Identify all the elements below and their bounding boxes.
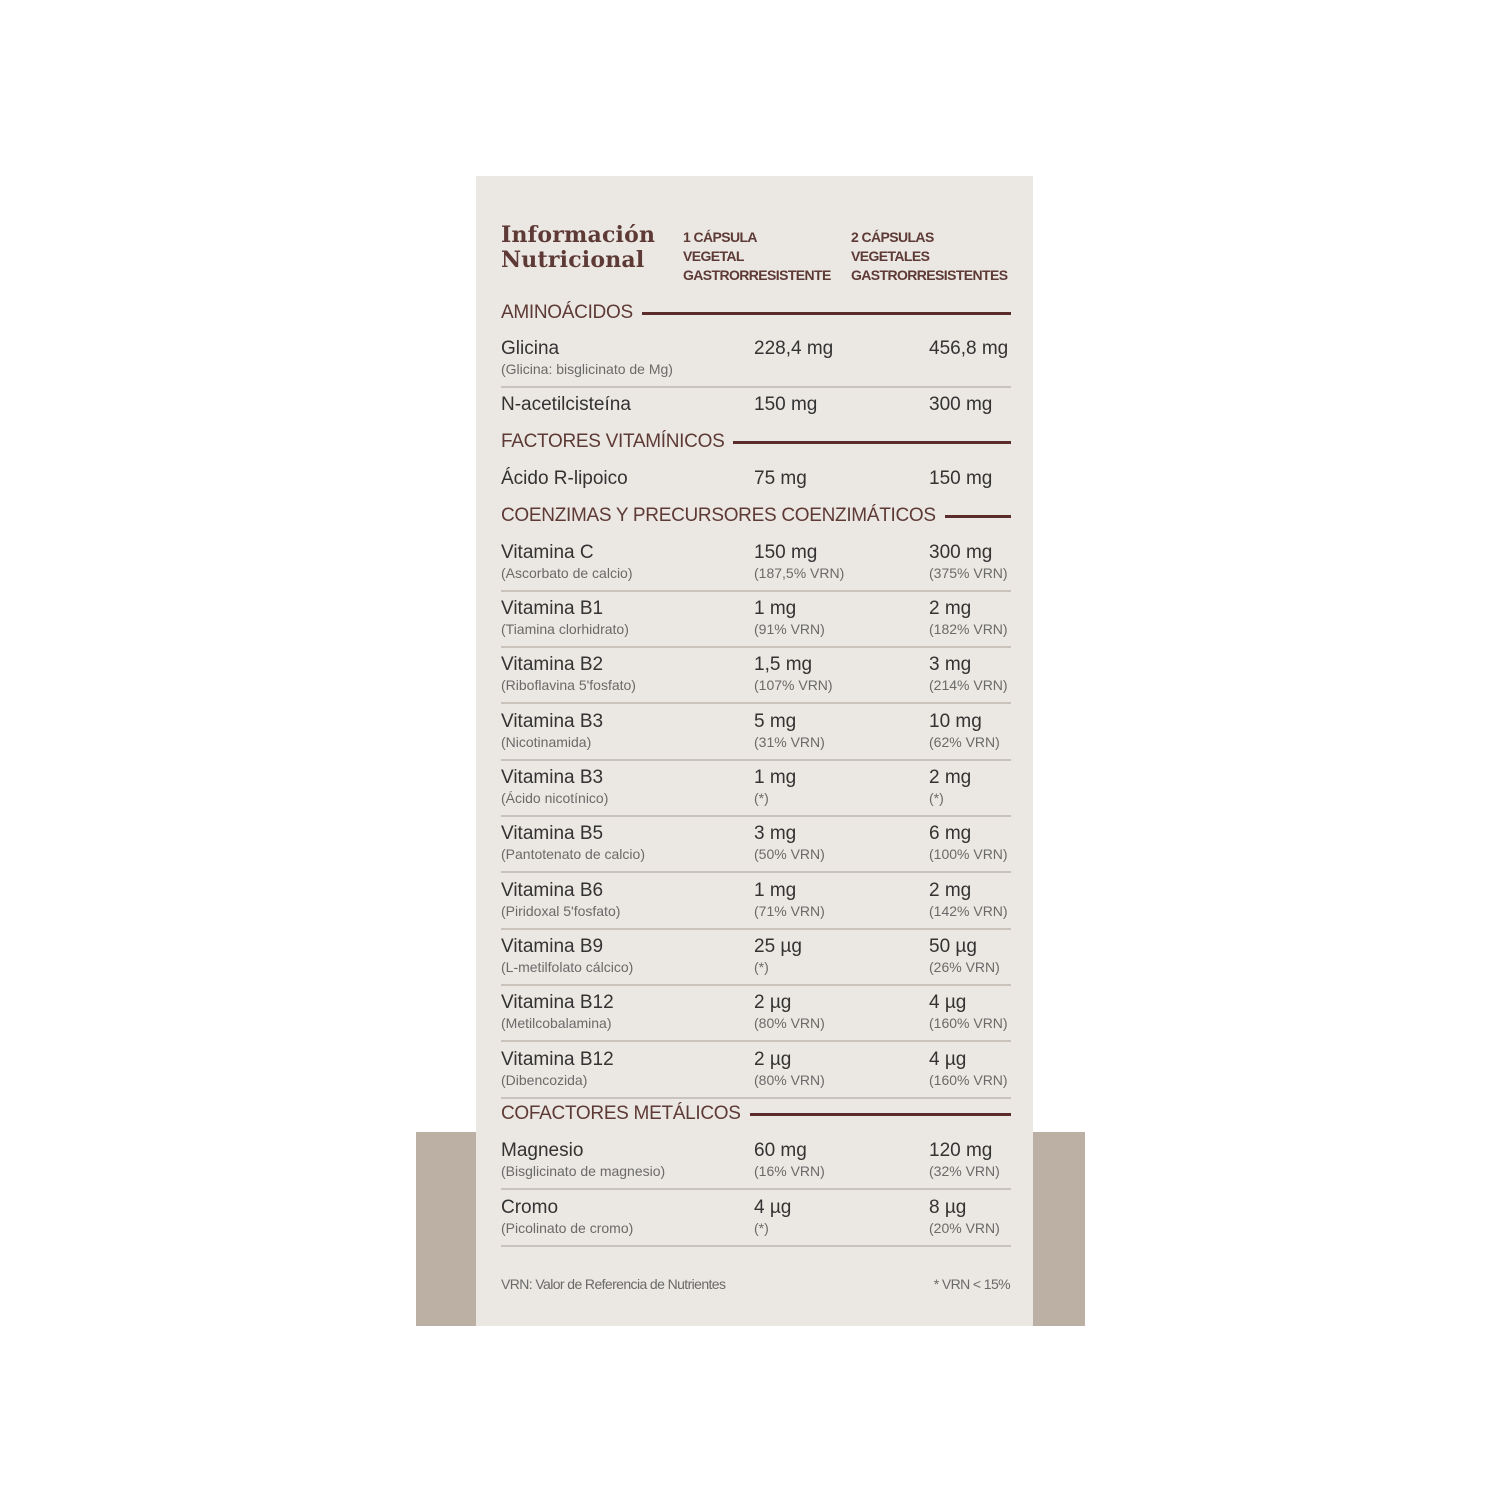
nutrient-source: (Metilcobalamina) [501, 1015, 612, 1031]
column-header-line: VEGETALES [851, 248, 930, 264]
nutrient-source: (Riboflavina 5'fosfato) [501, 677, 636, 693]
vrn-2-capsules: (142% VRN) [929, 903, 1008, 919]
section-rule [750, 1113, 1011, 1116]
nutrient-name: Ácido R-lipoico [501, 468, 628, 489]
nutrient-source: (Nicotinamida) [501, 734, 592, 750]
nutrient-source: (Picolinato de cromo) [501, 1220, 634, 1236]
column-header-2-capsules [851, 228, 1007, 285]
amount-1-capsule: 60 mg [754, 1140, 807, 1161]
amount-2-capsules: 8 µg [929, 1197, 967, 1218]
vrn-1-capsule: (31% VRN) [754, 734, 825, 750]
amount-2-capsules: 2 mg [929, 767, 972, 788]
row-divider [501, 702, 1011, 704]
section-rule [642, 312, 1011, 315]
amount-1-capsule: 228,4 mg [754, 338, 834, 359]
amount-2-capsules: 4 µg [929, 992, 967, 1013]
nutrition-panel [476, 176, 1033, 1326]
row-divider [501, 1040, 1011, 1042]
column-header-1-capsule [683, 228, 831, 285]
nutrient-name: Vitamina C [501, 542, 594, 563]
vrn-2-capsules: (160% VRN) [929, 1015, 1008, 1031]
amount-1-capsule: 4 µg [754, 1197, 792, 1218]
vrn-2-capsules: (160% VRN) [929, 1072, 1008, 1088]
amount-2-capsules: 10 mg [929, 711, 982, 732]
vrn-1-capsule: (187,5% VRN) [754, 565, 845, 581]
column-header-line: GASTRORRESISTENTE [683, 267, 831, 283]
section-header [501, 301, 1011, 325]
amount-2-capsules: 50 µg [929, 936, 977, 957]
vrn-1-capsule: (80% VRN) [754, 1072, 825, 1088]
vrn-1-capsule: (*) [754, 790, 769, 806]
amount-2-capsules: 150 mg [929, 468, 993, 489]
amount-2-capsules: 2 mg [929, 598, 972, 619]
column-header-line: 2 CÁPSULAS [851, 229, 934, 245]
vrn-2-capsules: (100% VRN) [929, 846, 1008, 862]
amount-1-capsule: 3 mg [754, 823, 797, 844]
nutrient-name: Glicina [501, 338, 560, 359]
amount-2-capsules: 3 mg [929, 654, 972, 675]
section-header [501, 1102, 1011, 1126]
vrn-1-capsule: (80% VRN) [754, 1015, 825, 1031]
row-divider [501, 1245, 1011, 1247]
row-divider [501, 815, 1011, 817]
row-divider [501, 386, 1011, 388]
nutrient-name: Vitamina B2 [501, 654, 604, 675]
row-divider [501, 646, 1011, 648]
row-divider [501, 928, 1011, 930]
vrn-2-capsules: (20% VRN) [929, 1220, 1000, 1236]
vrn-1-capsule: (16% VRN) [754, 1163, 825, 1179]
amount-1-capsule: 1 mg [754, 598, 797, 619]
section-header [501, 504, 1011, 528]
vrn-1-capsule: (91% VRN) [754, 621, 825, 637]
section-label: COFACTORES METÁLICOS [501, 1103, 741, 1124]
nutrient-source: (Ácido nicotínico) [501, 790, 609, 806]
vrn-2-capsules: (32% VRN) [929, 1163, 1000, 1179]
decorative-band-right [1033, 1132, 1085, 1326]
nutrient-source: (L-metilfolato cálcico) [501, 959, 634, 975]
nutrient-name: Cromo [501, 1197, 559, 1218]
amount-1-capsule: 1 mg [754, 767, 797, 788]
nutrient-name: Vitamina B12 [501, 1049, 614, 1070]
nutrient-source: (Glicina: bisglicinato de Mg) [501, 361, 673, 377]
vrn-1-capsule: (50% VRN) [754, 846, 825, 862]
vrn-1-capsule: (107% VRN) [754, 677, 833, 693]
vrn-2-capsules: (375% VRN) [929, 565, 1008, 581]
row-divider [501, 1188, 1011, 1190]
amount-1-capsule: 1 mg [754, 880, 797, 901]
section-label: COENZIMAS Y PRECURSORES COENZIMÁTICOS [501, 505, 936, 526]
column-header-line: GASTRORRESISTENTES [851, 267, 1008, 283]
footnote-vrn-threshold: * VRN < 15% [933, 1276, 1010, 1292]
footnote-vrn-definition: VRN: Valor de Referencia de Nutrientes [501, 1276, 726, 1292]
decorative-band-left [416, 1132, 476, 1326]
nutrient-source: (Dibencozida) [501, 1072, 588, 1088]
nutrient-name: Magnesio [501, 1140, 584, 1161]
row-divider [501, 871, 1011, 873]
title-line-1: Información [501, 222, 656, 248]
nutrient-name: Vitamina B5 [501, 823, 604, 844]
nutrient-source: (Ascorbato de calcio) [501, 565, 633, 581]
vrn-2-capsules: (182% VRN) [929, 621, 1008, 637]
row-divider [501, 590, 1011, 592]
section-rule [945, 515, 1011, 518]
nutrient-source: (Piridoxal 5'fosfato) [501, 903, 621, 919]
column-header-line: 1 CÁPSULA [683, 229, 757, 245]
vrn-2-capsules: (26% VRN) [929, 959, 1000, 975]
amount-2-capsules: 4 µg [929, 1049, 967, 1070]
section-label: AMINOÁCIDOS [501, 302, 633, 323]
row-divider [501, 1097, 1011, 1099]
vrn-2-capsules: (*) [929, 790, 944, 806]
nutrient-name: Vitamina B6 [501, 880, 604, 901]
title-line-2: Nutricional [501, 247, 645, 273]
nutrient-name: Vitamina B12 [501, 992, 614, 1013]
amount-1-capsule: 150 mg [754, 394, 818, 415]
section-header [501, 430, 1011, 454]
amount-1-capsule: 2 µg [754, 992, 792, 1013]
amount-1-capsule: 150 mg [754, 542, 818, 563]
amount-2-capsules: 300 mg [929, 394, 993, 415]
amount-1-capsule: 1,5 mg [754, 654, 813, 675]
amount-2-capsules: 456,8 mg [929, 338, 1009, 359]
panel-title [501, 223, 655, 273]
amount-1-capsule: 5 mg [754, 711, 797, 732]
vrn-2-capsules: (62% VRN) [929, 734, 1000, 750]
nutrient-name: Vitamina B1 [501, 598, 604, 619]
column-header-line: VEGETAL [683, 248, 744, 264]
section-label: FACTORES VITAMÍNICOS [501, 431, 725, 452]
vrn-2-capsules: (214% VRN) [929, 677, 1008, 693]
vrn-1-capsule: (*) [754, 1220, 769, 1236]
amount-2-capsules: 6 mg [929, 823, 972, 844]
amount-1-capsule: 2 µg [754, 1049, 792, 1070]
amount-2-capsules: 2 mg [929, 880, 972, 901]
nutrient-name: N-acetilcisteína [501, 394, 631, 415]
nutrient-name: Vitamina B9 [501, 936, 604, 957]
amount-2-capsules: 300 mg [929, 542, 993, 563]
amount-1-capsule: 25 µg [754, 936, 802, 957]
row-divider [501, 984, 1011, 986]
vrn-1-capsule: (71% VRN) [754, 903, 825, 919]
nutrient-source: (Pantotenato de calcio) [501, 846, 645, 862]
nutrient-source: (Bisglicinato de magnesio) [501, 1163, 666, 1179]
nutrient-source: (Tiamina clorhidrato) [501, 621, 629, 637]
vrn-1-capsule: (*) [754, 959, 769, 975]
amount-2-capsules: 120 mg [929, 1140, 993, 1161]
amount-1-capsule: 75 mg [754, 468, 807, 489]
nutrient-name: Vitamina B3 [501, 767, 604, 788]
nutrient-name: Vitamina B3 [501, 711, 604, 732]
section-rule [733, 441, 1011, 444]
row-divider [501, 759, 1011, 761]
